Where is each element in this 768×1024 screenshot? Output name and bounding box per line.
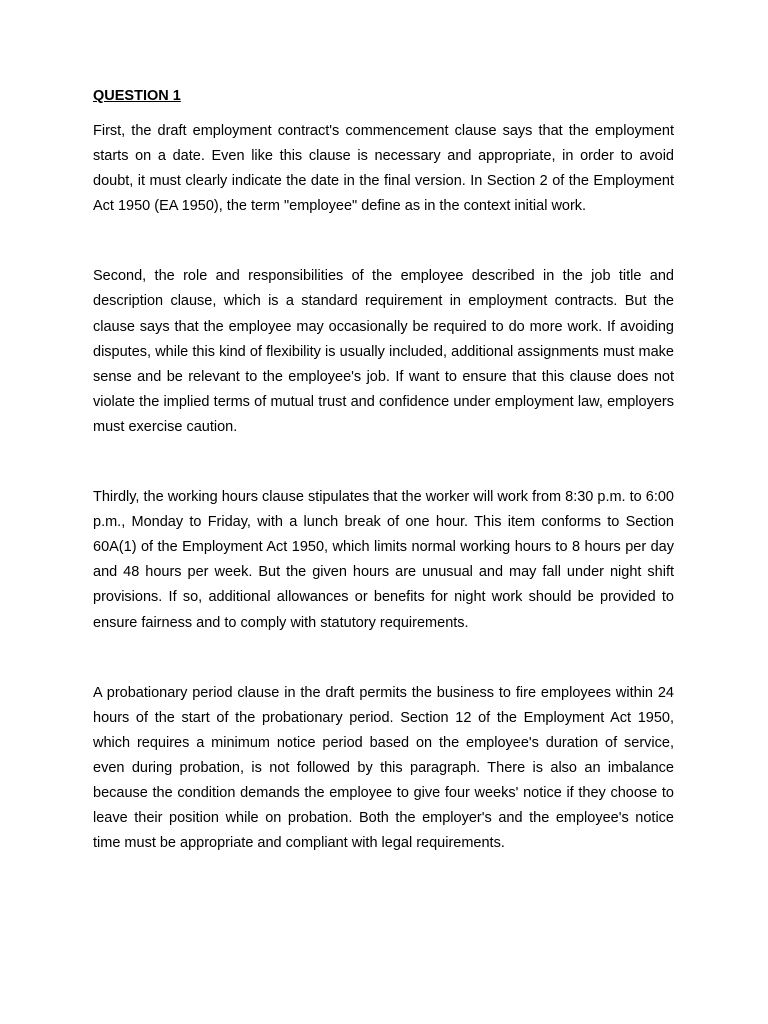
paragraph-job-title: Second, the role and responsibilities of the employee described in the job title and description clause, which is a standard requirement in employment contracts. But the clause says that the employee may occasionally be required to do more work. If avoiding disputes, while this kind of flexibility is usually included, additional assignments must make sense and be relevant to the employee's job. If want to ensure that this clause does not violate the implied terms of mutual trust and confidence under employment law, employers must exercise caution.	[93, 268, 674, 435]
paragraph-spacer	[93, 636, 674, 681]
document-page	[93, 86, 674, 856]
paragraph-spacer	[93, 440, 674, 485]
question-heading: QUESTION 1	[93, 88, 181, 104]
paragraph-working-hours: Thirdly, the working hours clause stipulates that the worker will work from 8:30 p.m. to 6:00 p.m., Monday to Friday, with a lunch break of one hour. This item conforms to Section 60A(1) of the Employment Act 1950, which limits normal working hours to 8 hours per day and 48 hours per week. But the given hours are unusual and may fall under night shift provisions. If so, additional allowances or benefits for night work should be provided to ensure fairness and to comply with statutory requirements.	[93, 489, 674, 631]
paragraph-probation: A probationary period clause in the draft permits the business to fire employees within 24 hours of the start of the probationary period. Section 12 of the Employment Act 1950, which requires a minimum notice period based on the employee's duration of service, even during probation, is not followed by this paragraph. There is also an imbalance because the condition demands the employee to give four weeks' notice if they choose to leave their position while on probation. Both the employer's and the employee's notice time must be appropriate and compliant with legal requirements.	[93, 684, 674, 852]
paragraph-commencement: First, the draft employment contract's commencement clause says that the employment starts on a date. Even like this clause is necessary and appropriate, in order to avoid doubt, it must clearly indicate the date in the final version. In Section 2 of the Employment Act 1950 (EA 1950), the term "employee" define as in the context initial work.	[93, 123, 674, 215]
paragraph-spacer	[93, 219, 674, 264]
